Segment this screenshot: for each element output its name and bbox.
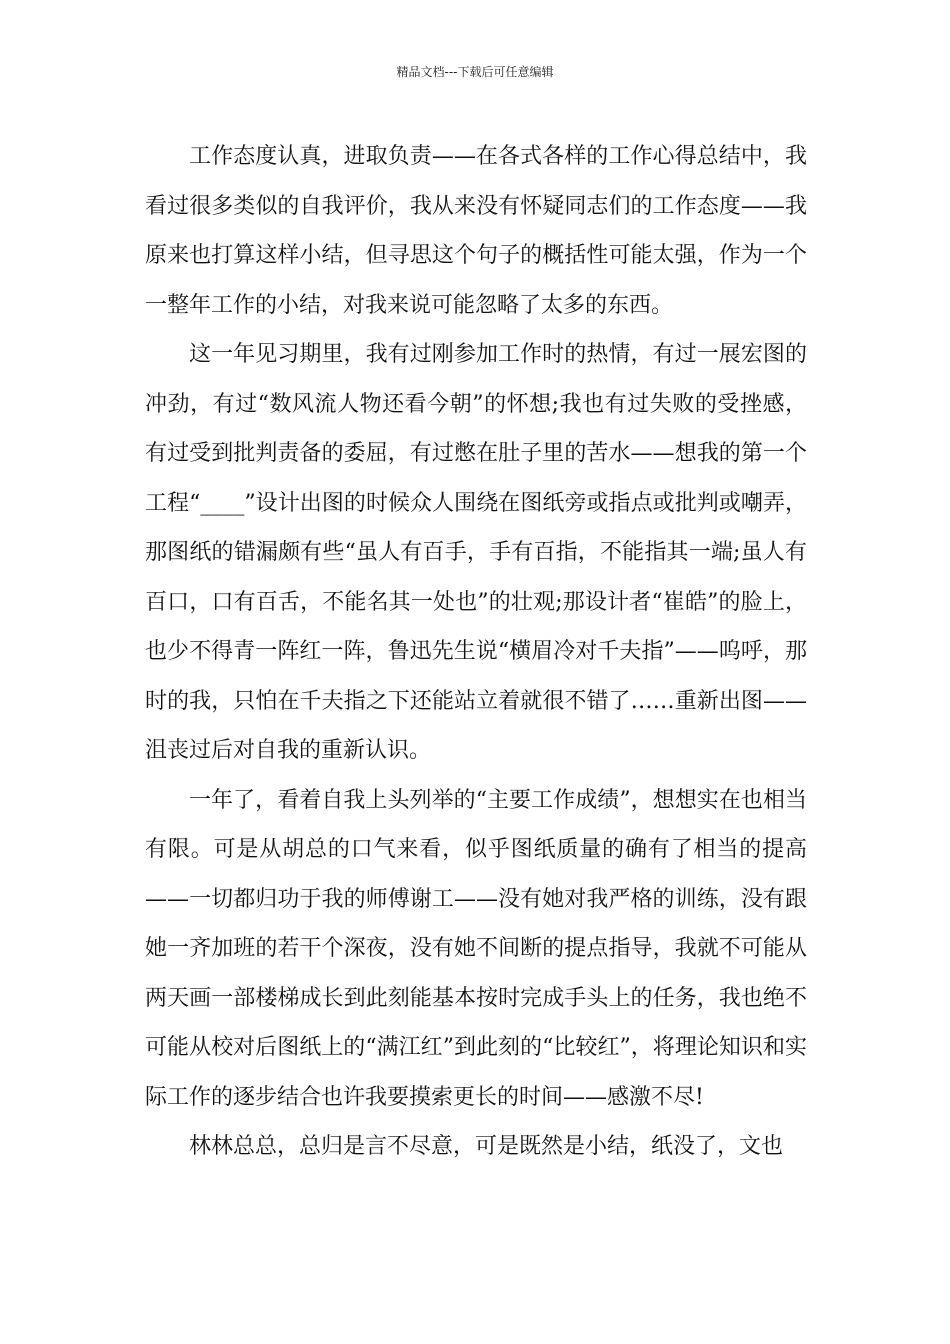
paragraph-3: 一年了，看着自我上头列举的“主要工作成绩”，想想实在也相当有限。可是从胡总的口气来看，似乎图纸质量的确有了相当的提高——一切都归功于我的师傅谢工——没有她对我严格的训练，没有跟她一齐加班的若干个深夜，没有她不间断的提点指导，我就不可能从两天画一部楼梯成长到此刻能基本按时完成手头上的任务，我也绝不可能从校对后图纸上的“满江红”到此刻的“比较红”，将理论知识和实际工作的逐步结合也许我要摸索更长的时间——感激不尽! bbox=[145, 787, 807, 1110]
paragraph-2: 这一年见习期里，我有过刚参加工作时的热情，有过一展宏图的冲劲，有过“数风流人物还看今朝”的怀想;我也有过失败的受挫感，有过受到批判责备的委屈，有过憋在肚子里的苦水——想我的第一个工程“____”设计出图的时候众人围绕在图纸旁或指点或批判或嘲弄，那图纸的错漏颇有些“虽人有百手，手有百指，不能指其一端;虽人有百口，口有百舌，不能名其一处也”的壮观;那设计者“崔皓”的脸上，也少不得青一阵红一阵，鲁迅先生说“横眉冷对千夫指”——呜呼，那时的我，只怕在千夫指之下还能站立着就很不错了……重新出图——沮丧过后对自我的重新认识。 bbox=[145, 342, 807, 763]
paragraph-1: 工作态度认真，进取负责——在各式各样的工作心得总结中，我看过很多类似的自我评价，我从来没有怀疑同志们的工作态度——我原来也打算这样小结，但寻思这个句子的概括性可能太强，作为一个一整年工作的小结，对我来说可能忽略了太多的东西。 bbox=[145, 144, 807, 318]
paragraph-4: 林林总总，总归是言不尽意，可是既然是小结，纸没了，文也 bbox=[189, 1134, 784, 1159]
document-body bbox=[145, 132, 807, 1172]
page-header: 精品文档---下载后可任意编辑 bbox=[396, 65, 554, 79]
